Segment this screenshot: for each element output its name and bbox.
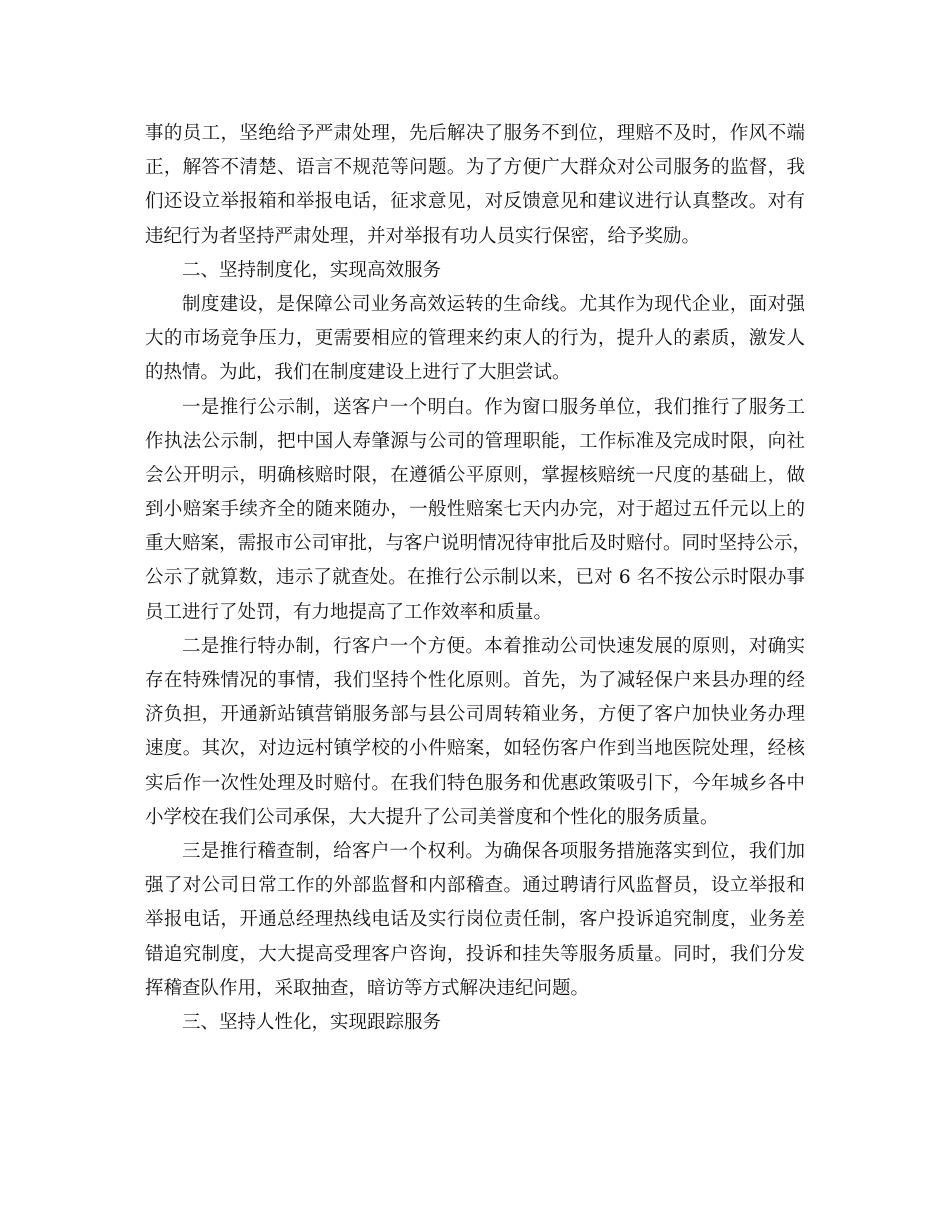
text-line: 公示了就算数，违示了就查处。在推行公示制以来，已对 6 名不按公示时限办事 <box>145 567 805 589</box>
text-line: 大的市场竞争压力，更需要相应的管理来约束人的行为，提升人的素质，激发人 <box>145 328 805 350</box>
text-line: 的热情。为此，我们在制度建设上进行了大胆尝试。 <box>145 362 571 384</box>
text-line: 挥稽查队作用，采取抽查，暗访等方式解决违纪问题。 <box>145 977 590 999</box>
document-body <box>145 117 812 1040</box>
text-line: 重大赔案，需报市公司审批，与客户说明情况待审批后及时赔付。同时坚持公示， <box>145 533 812 555</box>
text-line: 员工进行了处罚，有力地提高了工作效率和质量。 <box>145 601 553 623</box>
text-line: 济负担，开通新站镇营销服务部与县公司周转箱业务，方便了客户加快业务办理 <box>145 704 805 726</box>
text-line: 事的员工，坚绝给予严肃处理，先后解决了服务不到位，理赔不及时，作风不端 <box>145 123 805 144</box>
text-line: 速度。其次，对边远村镇学校的小件赔案，如轻伤客户作到当地医院处理，经核 <box>145 738 805 760</box>
text-line: 作执法公示制，把中国人寿肇源与公司的管理职能，工作标准及完成时限，向社 <box>145 430 805 452</box>
text-line: 实后作一次性处理及时赔付。在我们特色服务和优惠政策吸引下，今年城乡各中 <box>145 772 805 794</box>
text-line: 举报电话，开通总经理热线电话及实行岗位责任制，客户投诉追究制度，业务差 <box>145 909 805 931</box>
text-line: 存在特殊情况的事情，我们坚持个性化原则。首先，为了减轻保户来县办理的经 <box>145 670 805 691</box>
text-line: 二是推行特办制，行客户一个方便。本着推动公司快速发展的原则，对确实 <box>182 635 805 657</box>
text-line: 们还设立举报箱和举报电话，征求意见，对反馈意见和建议进行认真整改。对有 <box>145 191 805 213</box>
text-line: 一是推行公示制，送客户一个明白。作为窗口服务单位，我们推行了服务工 <box>182 396 805 418</box>
text-line: 二、坚持制度化，实现高效服务 <box>182 259 442 281</box>
text-line: 制度建设，是保障公司业务高效运转的生命线。尤其作为现代企业，面对强 <box>182 293 805 315</box>
text-line: 到小赔案手续齐全的随来随办，一般性赔案七天内办完，对于超过五仟元以上的 <box>145 499 805 521</box>
text-line: 会公开明示，明确核赔时限，在遵循公平原则，掌握核赔统一尺度的基础上，做 <box>145 464 805 486</box>
text-line: 三是推行稽查制，给客户一个权利。为确保各项服务措施落实到位，我们加 <box>182 840 805 862</box>
text-line: 强了对公司日常工作的外部监督和内部稽查。通过聘请行风监督员，设立举报和 <box>145 875 805 897</box>
text-line: 小学校在我们公司承保，大大提升了公司美誉度和个性化的服务质量。 <box>145 806 719 828</box>
text-line: 三、坚持人性化，实现跟踪服务 <box>182 1011 442 1033</box>
text-line: 违纪行为者坚持严肃处理，并对举报有功人员实行保密，给予奖励。 <box>145 225 701 247</box>
text-line: 正，解答不清楚、语言不规范等问题。为了方便广大群众对公司服务的监督，我 <box>145 157 805 179</box>
text-line: 错追究制度，大大提高受理客户咨询，投诉和挂失等服务质量。同时，我们分发 <box>145 943 805 965</box>
